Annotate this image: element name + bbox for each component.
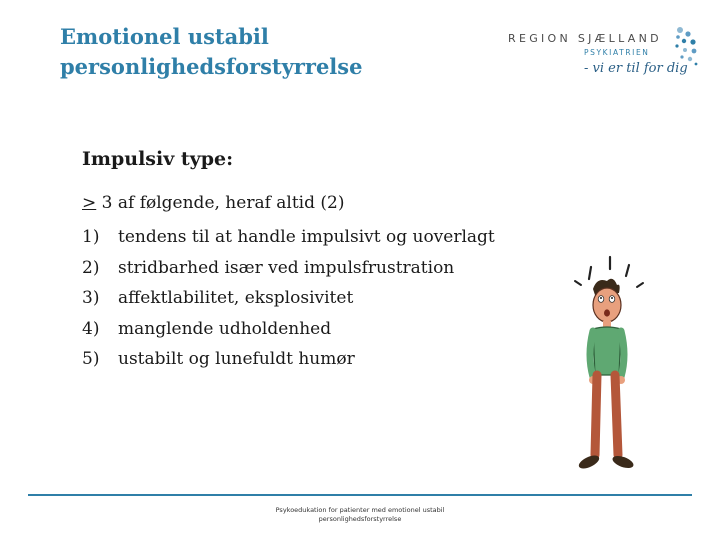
list-number: 1)	[82, 227, 100, 247]
list-text: ustabilt og lunefuldt humør	[118, 349, 355, 369]
logo-name: REGION SJÆLLAND	[508, 32, 662, 45]
list-number: 4)	[82, 318, 100, 339]
list-item	[82, 283, 495, 314]
list-item	[82, 314, 495, 345]
logo-tagline: - vi er til for dig	[584, 61, 688, 76]
footer-line1: Psykoedukation for patienter med emotionel ustabil	[275, 506, 445, 514]
criteria-list	[82, 222, 495, 375]
list-text: tendens til at handle impulsivt og uoverlagt	[118, 227, 495, 247]
subheading: Impulsiv type:	[82, 148, 234, 170]
confused-man-icon	[555, 255, 655, 485]
list-item	[82, 253, 495, 284]
region-sjaelland-logo	[508, 24, 708, 90]
criteria-text: 3 af følgende, heraf altid (2)	[96, 193, 345, 213]
list-number: 5)	[82, 349, 100, 369]
logo-dots-icon	[660, 26, 700, 70]
footer-line2: personlighedsforstyrrelse	[318, 515, 402, 523]
list-item	[82, 222, 495, 253]
footer-divider	[28, 494, 692, 496]
greater-equal-symbol: >	[82, 193, 97, 213]
list-text: manglende udholdenhed	[118, 318, 332, 339]
footer-text	[240, 506, 480, 524]
list-text: affektlabilitet, eksplosivitet	[118, 288, 354, 308]
logo-sub: PSYKIATRIEN	[584, 48, 650, 57]
slide-title	[60, 22, 480, 82]
list-number: 3)	[82, 288, 100, 308]
criteria-line	[82, 193, 345, 213]
list-text: stridbarhed især ved impulsfrustration	[118, 257, 455, 278]
list-item	[82, 344, 495, 375]
slide-title-line2: personlighedsforstyrrelse	[60, 54, 363, 79]
slide-title-line1: Emotionel ustabil	[60, 24, 269, 49]
list-number: 2)	[82, 257, 100, 278]
